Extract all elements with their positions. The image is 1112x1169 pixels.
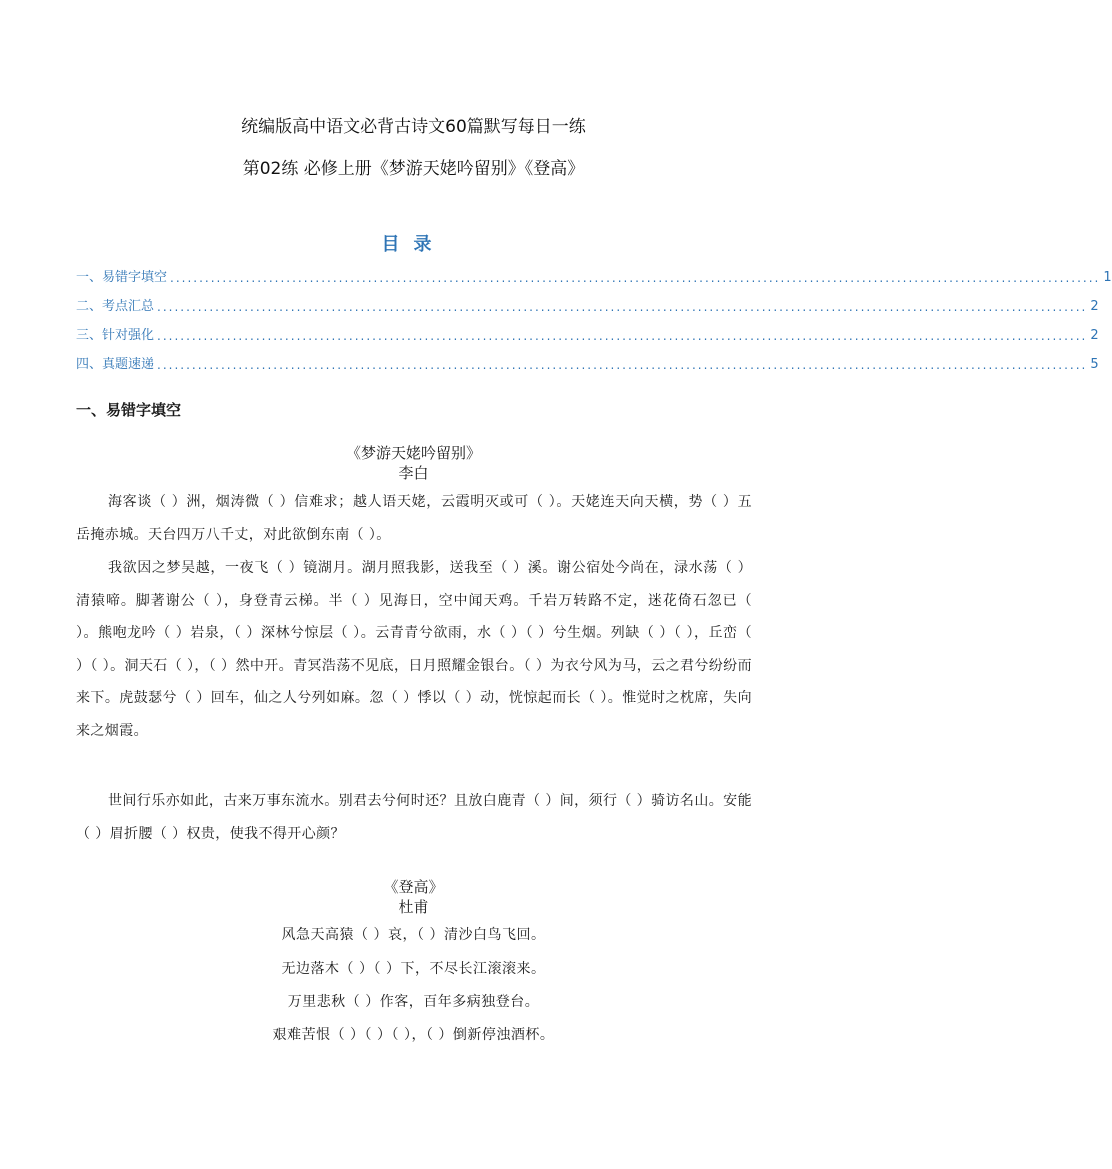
poem-verse: 无边落木（ ）（ ）下，不尽长江滚滚来。 xyxy=(281,961,546,977)
toc-item-label: 二、考点汇总 xyxy=(76,299,155,314)
toc-item-page: 2 xyxy=(1090,328,1099,343)
toc-item-page: 5 xyxy=(1090,357,1099,372)
poem-paragraph: 海客谈（ ）洲，烟涛微（ ）信难求；越人语天姥，云霞明灭或可（ ）。天姥连天向天横，势（ ）五岳掩赤城。天台四万八千丈，对此欲倒东南（ ）。 xyxy=(76,494,752,543)
poem-verse: 艰难苦恨（ ）（ ）（ ），（ ）倒新停浊酒杯。 xyxy=(272,1027,555,1043)
document-subtitle: 第02练 必修上册《梦游天姥吟留别》《登高》 xyxy=(242,159,585,179)
toc-leader: ................................................................................................................................................................ xyxy=(157,329,1088,343)
toc-item-3[interactable] xyxy=(76,324,1099,343)
toc-item-page: 2 xyxy=(1090,299,1099,314)
toc-item-1[interactable] xyxy=(76,266,1112,285)
toc-leader: ................................................................................................................................................................ xyxy=(157,358,1088,372)
poem-paragraph: 世间行乐亦如此，古来万事东流水。别君去兮何时还？且放白鹿青（ ）间，须行（ ）骑访名山。安能（ ）眉折腰（ ）权贵，使我不得开心颜？ xyxy=(76,793,752,842)
toc-leader: ................................................................................................................................................................ xyxy=(170,271,1101,285)
poem-author: 杜甫 xyxy=(398,898,429,916)
poem-verse: 风急天高猿（ ）哀，（ ）清沙白鸟飞回。 xyxy=(281,927,546,943)
section-heading: 一、易错字填空 xyxy=(76,401,182,419)
toc-heading: 目录 xyxy=(381,234,446,255)
poem-author: 李白 xyxy=(398,464,429,482)
poem-title: 《登高》 xyxy=(383,878,444,896)
toc-item-4[interactable] xyxy=(76,353,1099,372)
poem-paragraph: 我欲因之梦吴越，一夜飞（ ）镜湖月。湖月照我影，送我至（ ）溪。谢公宿处今尚在，渌水荡（ ）清猿啼。脚著谢公（ ），身登青云梯。半（ ）见海日，空中闻天鸡。千岩万转路不定，迷花倚石忽已（ ）。熊咆龙吟（ ）岩泉，（ ）深林兮惊层（ ）。云青青兮欲雨，水（ ）（ ）兮生烟。列缺（ ）（ ），丘峦（ ）（ ）。洞天石（ ），（ ）然中开。青冥浩荡不见底，日月照耀金银台。（ ）为衣兮风为马，云之君兮纷纷而来下。虎鼓瑟兮（ ）回车，仙之人兮列如麻。忽（ ）悸以（ ）动，恍惊起而长（ ）。惟觉时之枕席，失向来之烟霞。 xyxy=(76,560,752,739)
toc-item-label: 四、真题速递 xyxy=(76,357,155,372)
toc-item-label: 一、易错字填空 xyxy=(76,270,168,285)
poem-verse: 万里悲秋（ ）作客，百年多病独登台。 xyxy=(287,994,540,1010)
toc-item-2[interactable] xyxy=(76,295,1099,314)
poem-title: 《梦游天姥吟留别》 xyxy=(345,444,481,462)
toc-leader: ................................................................................................................................................................ xyxy=(157,300,1088,314)
document-title: 统编版高中语文必背古诗文60篇默写每日一练 xyxy=(241,117,586,137)
toc-item-page: 1 xyxy=(1103,270,1112,285)
toc-item-label: 三、针对强化 xyxy=(76,328,155,343)
